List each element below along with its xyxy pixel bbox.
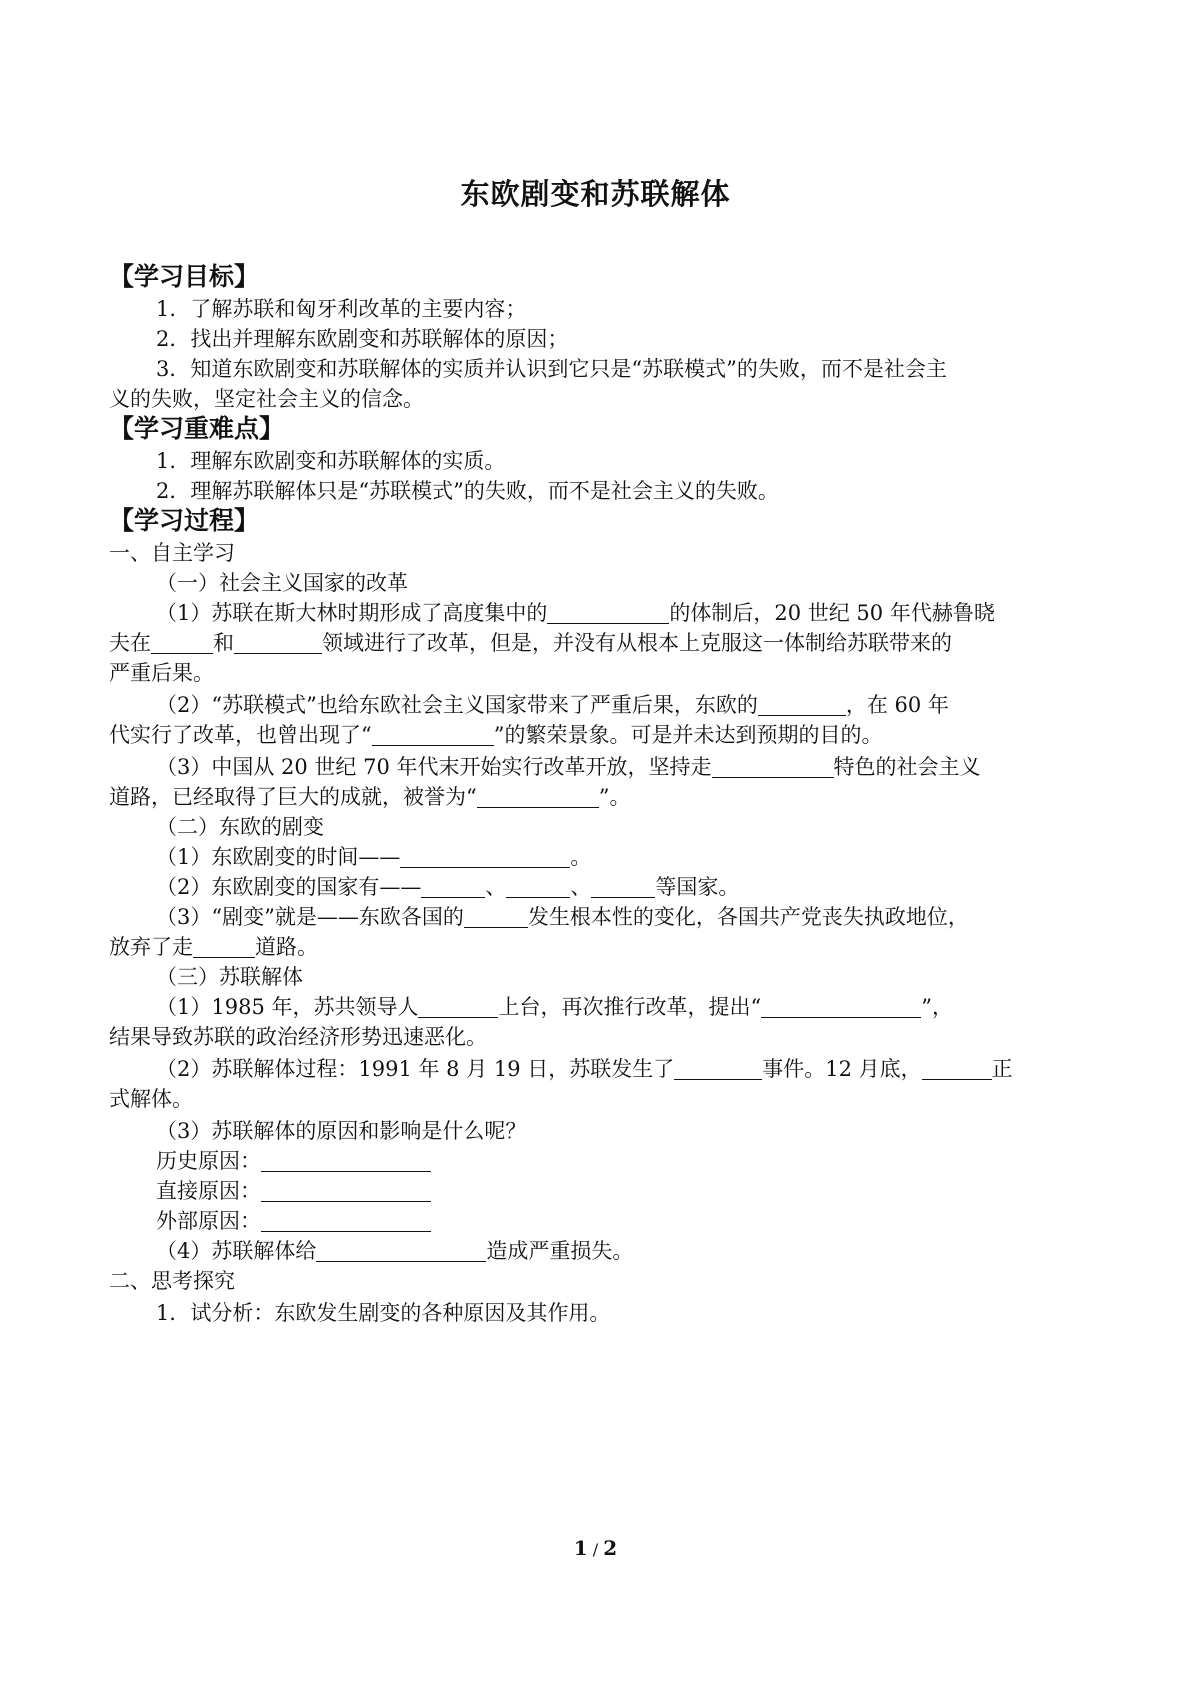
page-title: 东欧剧变和苏联解体 <box>460 177 731 211</box>
reason-row <box>156 1206 431 1236</box>
question-text: （2）“苏联模式”也给东欧社会主义国家带来了严重后果，东欧的 <box>156 693 758 717</box>
question-text: ”的繁荣景象。可是并未达到预期的目的。 <box>493 723 883 747</box>
part1-title: 一、自主学习 <box>109 541 235 565</box>
question-text: 的体制后，20 世纪 50 年代赫鲁晓 <box>669 601 995 625</box>
fill-blank[interactable] <box>151 631 213 654</box>
keypoint-item: 1．理解东欧剧变和苏联解体的实质。 <box>156 449 506 473</box>
question-text: （1）1985 年，苏共领导人 <box>156 995 419 1019</box>
page-number <box>0 1536 1191 1560</box>
reason-row <box>156 1176 431 1206</box>
page-separator: / <box>587 1540 604 1559</box>
fill-blank[interactable] <box>506 875 570 898</box>
sub3-title: （三）苏联解体 <box>156 965 303 989</box>
soviet-q4 <box>156 1236 633 1266</box>
reason-label: 外部原因： <box>156 1209 261 1233</box>
reason-row <box>156 1146 431 1176</box>
separator: 、 <box>570 875 592 899</box>
question-text: 正 <box>991 1057 1013 1081</box>
total-pages: 2 <box>603 1536 618 1560</box>
question-text: （3）中国从 20 世纪 70 年代末开始实行改革开放，坚持走 <box>156 755 712 779</box>
question-text: 上台，再次推行改革，提出“ <box>498 995 762 1019</box>
part2-question: 1．试分析：东欧发生剧变的各种原因及其作用。 <box>156 1301 611 1325</box>
fill-blank[interactable] <box>193 935 255 958</box>
fill-blank[interactable] <box>464 905 528 928</box>
fill-blank[interactable] <box>372 723 494 746</box>
question-text: 道路。 <box>255 935 318 959</box>
question-text: ，在 60 年 <box>845 693 949 717</box>
soviet-q3: （3）苏联解体的原因和影响是什么呢？ <box>156 1119 527 1143</box>
fill-blank[interactable] <box>477 785 599 808</box>
question-text: 代实行了改革，也曾出现了“ <box>109 723 372 747</box>
objective-item: 3．知道东欧剧变和苏联解体的实质并认识到它只是“苏联模式”的失败，而不是社会主 <box>156 357 947 381</box>
question-text: （2）苏联解体过程：1991 年 8 月 19 日，苏联发生了 <box>156 1057 675 1081</box>
fill-blank[interactable] <box>261 1149 431 1172</box>
fill-blank[interactable] <box>234 631 322 654</box>
objective-item: 2．找出并理解东欧剧变和苏联解体的原因； <box>156 327 569 351</box>
question-1-line-2 <box>109 628 952 658</box>
question-text: 放弃了走 <box>109 935 193 959</box>
question-text: 道路，已经取得了巨大的成就，被誉为“ <box>109 785 477 809</box>
soviet-q2-line-1 <box>156 1054 1013 1084</box>
question-1-line-3: 严重后果。 <box>109 661 214 685</box>
fill-blank[interactable] <box>674 1057 762 1080</box>
soviet-q1-line-2: 结果导致苏联的政治经济形势迅速恶化。 <box>109 1025 487 1049</box>
sub1-title: （一）社会主义国家的改革 <box>156 571 408 595</box>
question-text: （1）东欧剧变的时间—— <box>156 845 401 869</box>
eastern-europe-q1 <box>156 842 591 872</box>
fill-blank[interactable] <box>418 995 498 1018</box>
question-text: 等国家。 <box>655 875 740 899</box>
fill-blank[interactable] <box>591 875 655 898</box>
question-text: 发生根本性的变化，各国共产党丧失执政地位， <box>527 905 969 929</box>
question-text: 特色的社会主义 <box>833 755 981 779</box>
separator: 、 <box>485 875 507 899</box>
part2-title: 二、思考探究 <box>109 1269 235 1293</box>
objective-item-continued: 义的失败，坚定社会主义的信念。 <box>109 387 424 411</box>
question-text: ”， <box>921 995 953 1019</box>
fill-blank[interactable] <box>761 995 921 1018</box>
fill-blank[interactable] <box>316 1239 486 1262</box>
question-text: （3）“剧变”就是——东欧各国的 <box>156 905 464 929</box>
sub2-title: （二）东欧的剧变 <box>156 815 324 839</box>
question-2-line-1 <box>156 690 949 720</box>
question-text: 。 <box>570 845 592 869</box>
fill-blank[interactable] <box>261 1179 431 1202</box>
fill-blank[interactable] <box>400 845 570 868</box>
question-1-line-1 <box>156 598 995 628</box>
objective-item: 1．了解苏联和匈牙利改革的主要内容； <box>156 297 527 321</box>
keypoints-heading: 【学习重难点】 <box>109 414 285 443</box>
keypoint-item: 2．理解苏联解体只是“苏联模式”的失败，而不是社会主义的失败。 <box>156 479 779 503</box>
fill-blank[interactable] <box>758 693 846 716</box>
eastern-europe-q2 <box>156 872 739 902</box>
objectives-heading: 【学习目标】 <box>109 262 260 291</box>
eastern-europe-q3-line-1 <box>156 902 969 932</box>
question-text: 事件。12 月底， <box>762 1057 922 1081</box>
question-text: ”。 <box>598 785 631 809</box>
question-text: （1）苏联在斯大林时期形成了高度集中的 <box>156 601 548 625</box>
question-text: 造成严重损失。 <box>486 1239 634 1263</box>
fill-blank[interactable] <box>922 1057 992 1080</box>
fill-blank[interactable] <box>261 1209 431 1232</box>
soviet-q2-line-2: 式解体。 <box>109 1087 193 1111</box>
fill-blank[interactable] <box>421 875 485 898</box>
eastern-europe-q3-line-2 <box>109 932 318 962</box>
question-text: （4）苏联解体给 <box>156 1239 317 1263</box>
current-page: 1 <box>573 1536 588 1560</box>
question-3-line-2 <box>109 782 630 812</box>
question-2-line-2 <box>109 720 882 750</box>
question-3-line-1 <box>156 752 981 782</box>
question-text: 领域进行了改革，但是，并没有从根本上克服这一体制给苏联带来的 <box>322 631 952 655</box>
question-text: （2）东欧剧变的国家有—— <box>156 875 422 899</box>
fill-blank[interactable] <box>547 601 669 624</box>
question-text: 和 <box>213 631 234 655</box>
reason-label: 直接原因： <box>156 1179 261 1203</box>
question-text: 夫在 <box>109 631 151 655</box>
process-heading: 【学习过程】 <box>109 506 260 535</box>
fill-blank[interactable] <box>712 755 834 778</box>
reason-label: 历史原因： <box>156 1149 261 1173</box>
soviet-q1-line-1 <box>156 992 953 1022</box>
